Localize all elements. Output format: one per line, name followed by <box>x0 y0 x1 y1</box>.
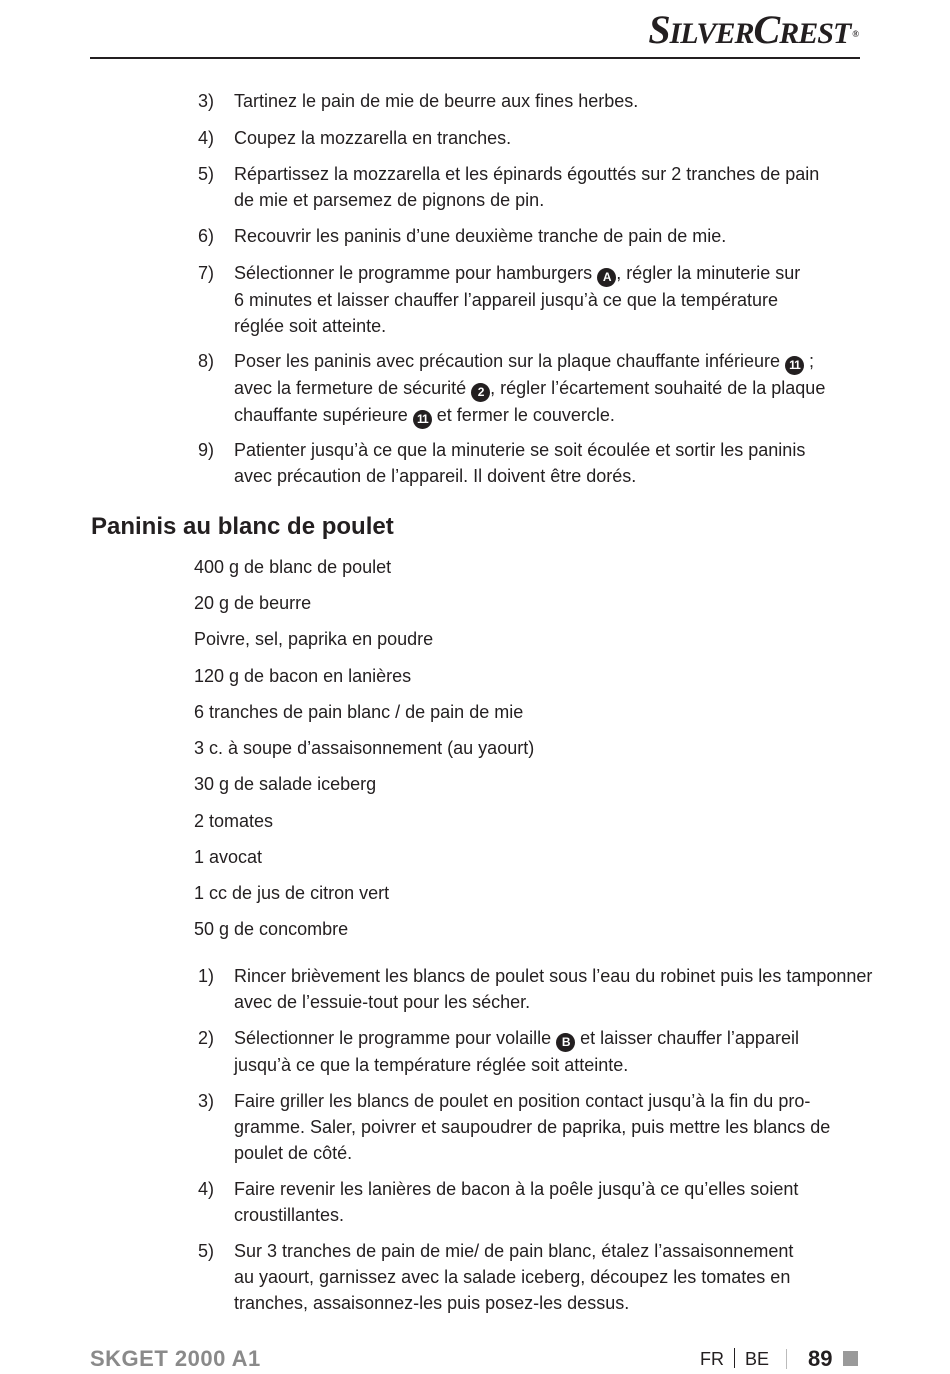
step-text: poulet de côté. <box>234 1143 353 1163</box>
logo-part: S <box>648 7 670 52</box>
ingredient-item: 400 g de blanc de poulet <box>194 557 392 577</box>
ingredient-item: 1 avocat <box>194 847 263 867</box>
registered-mark: ® <box>852 28 858 39</box>
step-text: Sur 3 tranches de pain de mie/ de pain blanc, étalez l’assaisonnement <box>234 1241 794 1261</box>
step-number: 3) <box>198 91 215 111</box>
step-text: avec précaution de l’appareil. Il doivent être dorés. <box>234 466 637 486</box>
step-number: 5) <box>198 164 215 184</box>
ingredient-item: 20 g de beurre <box>194 593 312 613</box>
step-text: tranches, assaisonnez-les puis posez-les dessus. <box>234 1293 630 1313</box>
step-number: 6) <box>198 226 215 246</box>
step-text: 6 minutes et laisser chauffer l’appareil jusqu’à ce que la température <box>234 290 778 310</box>
ingredient-item: 2 tomates <box>194 811 274 831</box>
part-number-badge-icon: 11 <box>785 356 804 375</box>
step-number: 7) <box>198 263 215 283</box>
section-title: Paninis au blanc de poulet <box>91 513 394 540</box>
language-code: FR <box>700 1349 724 1369</box>
logo-part: ILVER <box>669 17 754 50</box>
step-number: 4) <box>198 128 215 148</box>
page-number: 89 <box>808 1346 833 1371</box>
step-text: Poser les paninis avec précaution sur la plaque chauffante inférieure 11 ; <box>234 348 864 375</box>
program-badge-icon: A <box>597 268 616 287</box>
step-text: jusqu’à ce que la température réglée soit atteinte. <box>234 1055 629 1075</box>
model-number: SKGET 2000 A1 <box>90 1346 261 1371</box>
footer-divider <box>786 1349 787 1369</box>
language-code: BE <box>745 1349 770 1369</box>
step-text: croustillantes. <box>234 1205 345 1225</box>
ingredient-item: 120 g de bacon en lanières <box>194 666 412 686</box>
step-number: 3) <box>198 1091 215 1111</box>
header-rule <box>90 57 860 59</box>
part-number-badge-icon: 2 <box>471 383 490 402</box>
ingredient-item: 3 c. à soupe d’assaisonnement (au yaourt) <box>194 738 535 758</box>
step-text: Faire revenir les lanières de bacon à la poêle jusqu’à ce qu’elles soient <box>234 1179 799 1199</box>
step-text: gramme. Saler, poivrer et saupoudrer de paprika, puis mettre les blancs de <box>234 1117 831 1137</box>
step-text: avec de l’essuie-tout pour les sécher. <box>234 992 531 1012</box>
language-codes <box>700 1348 769 1370</box>
ingredient-item: 6 tranches de pain blanc / de pain de mie <box>194 702 524 722</box>
step-text: réglée soit atteinte. <box>234 316 387 336</box>
step-number: 8) <box>198 351 215 371</box>
step-text: de mie et parsemez de pignons de pin. <box>234 190 545 210</box>
step-text: Patienter jusqu’à ce que la minuterie se soit écoulée et sortir les paninis <box>234 440 806 460</box>
step-number: 9) <box>198 440 215 460</box>
step-text: Répartissez la mozzarella et les épinards égouttés sur 2 tranches de pain <box>234 164 820 184</box>
step-text: au yaourt, garnissez avec la salade iceberg, découpez les tomates en <box>234 1267 791 1287</box>
logo-part: C <box>753 7 780 52</box>
page-marker-square-icon <box>843 1351 858 1366</box>
brand-logo <box>648 6 858 53</box>
step-text: Faire griller les blancs de poulet en position contact jusqu’à la fin du pro- <box>234 1091 811 1111</box>
step-text: chauffante supérieure 11 et fermer le couvercle. <box>234 402 864 429</box>
ingredient-item: 1 cc de jus de citron vert <box>194 883 390 903</box>
step-number: 2) <box>198 1028 215 1048</box>
step-number: 1) <box>198 966 215 986</box>
step-text: Tartinez le pain de mie de beurre aux fines herbes. <box>234 91 639 111</box>
ingredient-item: 30 g de salade iceberg <box>194 774 377 794</box>
step-text: Sélectionner le programme pour volaille B et laisser chauffer l’appareil <box>234 1025 864 1052</box>
step-number: 5) <box>198 1241 215 1261</box>
language-separator <box>734 1348 735 1368</box>
step-text: Recouvrir les paninis d’une deuxième tranche de pain de mie. <box>234 226 727 246</box>
ingredient-item: 50 g de concombre <box>194 919 349 939</box>
step-text: Sélectionner le programme pour hamburgers A , régler la minuterie sur <box>234 260 864 287</box>
step-text: Rincer brièvement les blancs de poulet sous l’eau du robinet puis les tamponner <box>234 966 873 986</box>
step-text: Coupez la mozzarella en tranches. <box>234 128 512 148</box>
program-badge-icon: B <box>556 1033 575 1052</box>
step-text: avec la fermeture de sécurité 2 , régler l’écartement souhaité de la plaque <box>234 375 864 402</box>
step-number: 4) <box>198 1179 215 1199</box>
logo-part: REST <box>779 17 851 50</box>
ingredient-item: Poivre, sel, paprika en poudre <box>194 629 434 649</box>
part-number-badge-icon: 11 <box>413 410 432 429</box>
